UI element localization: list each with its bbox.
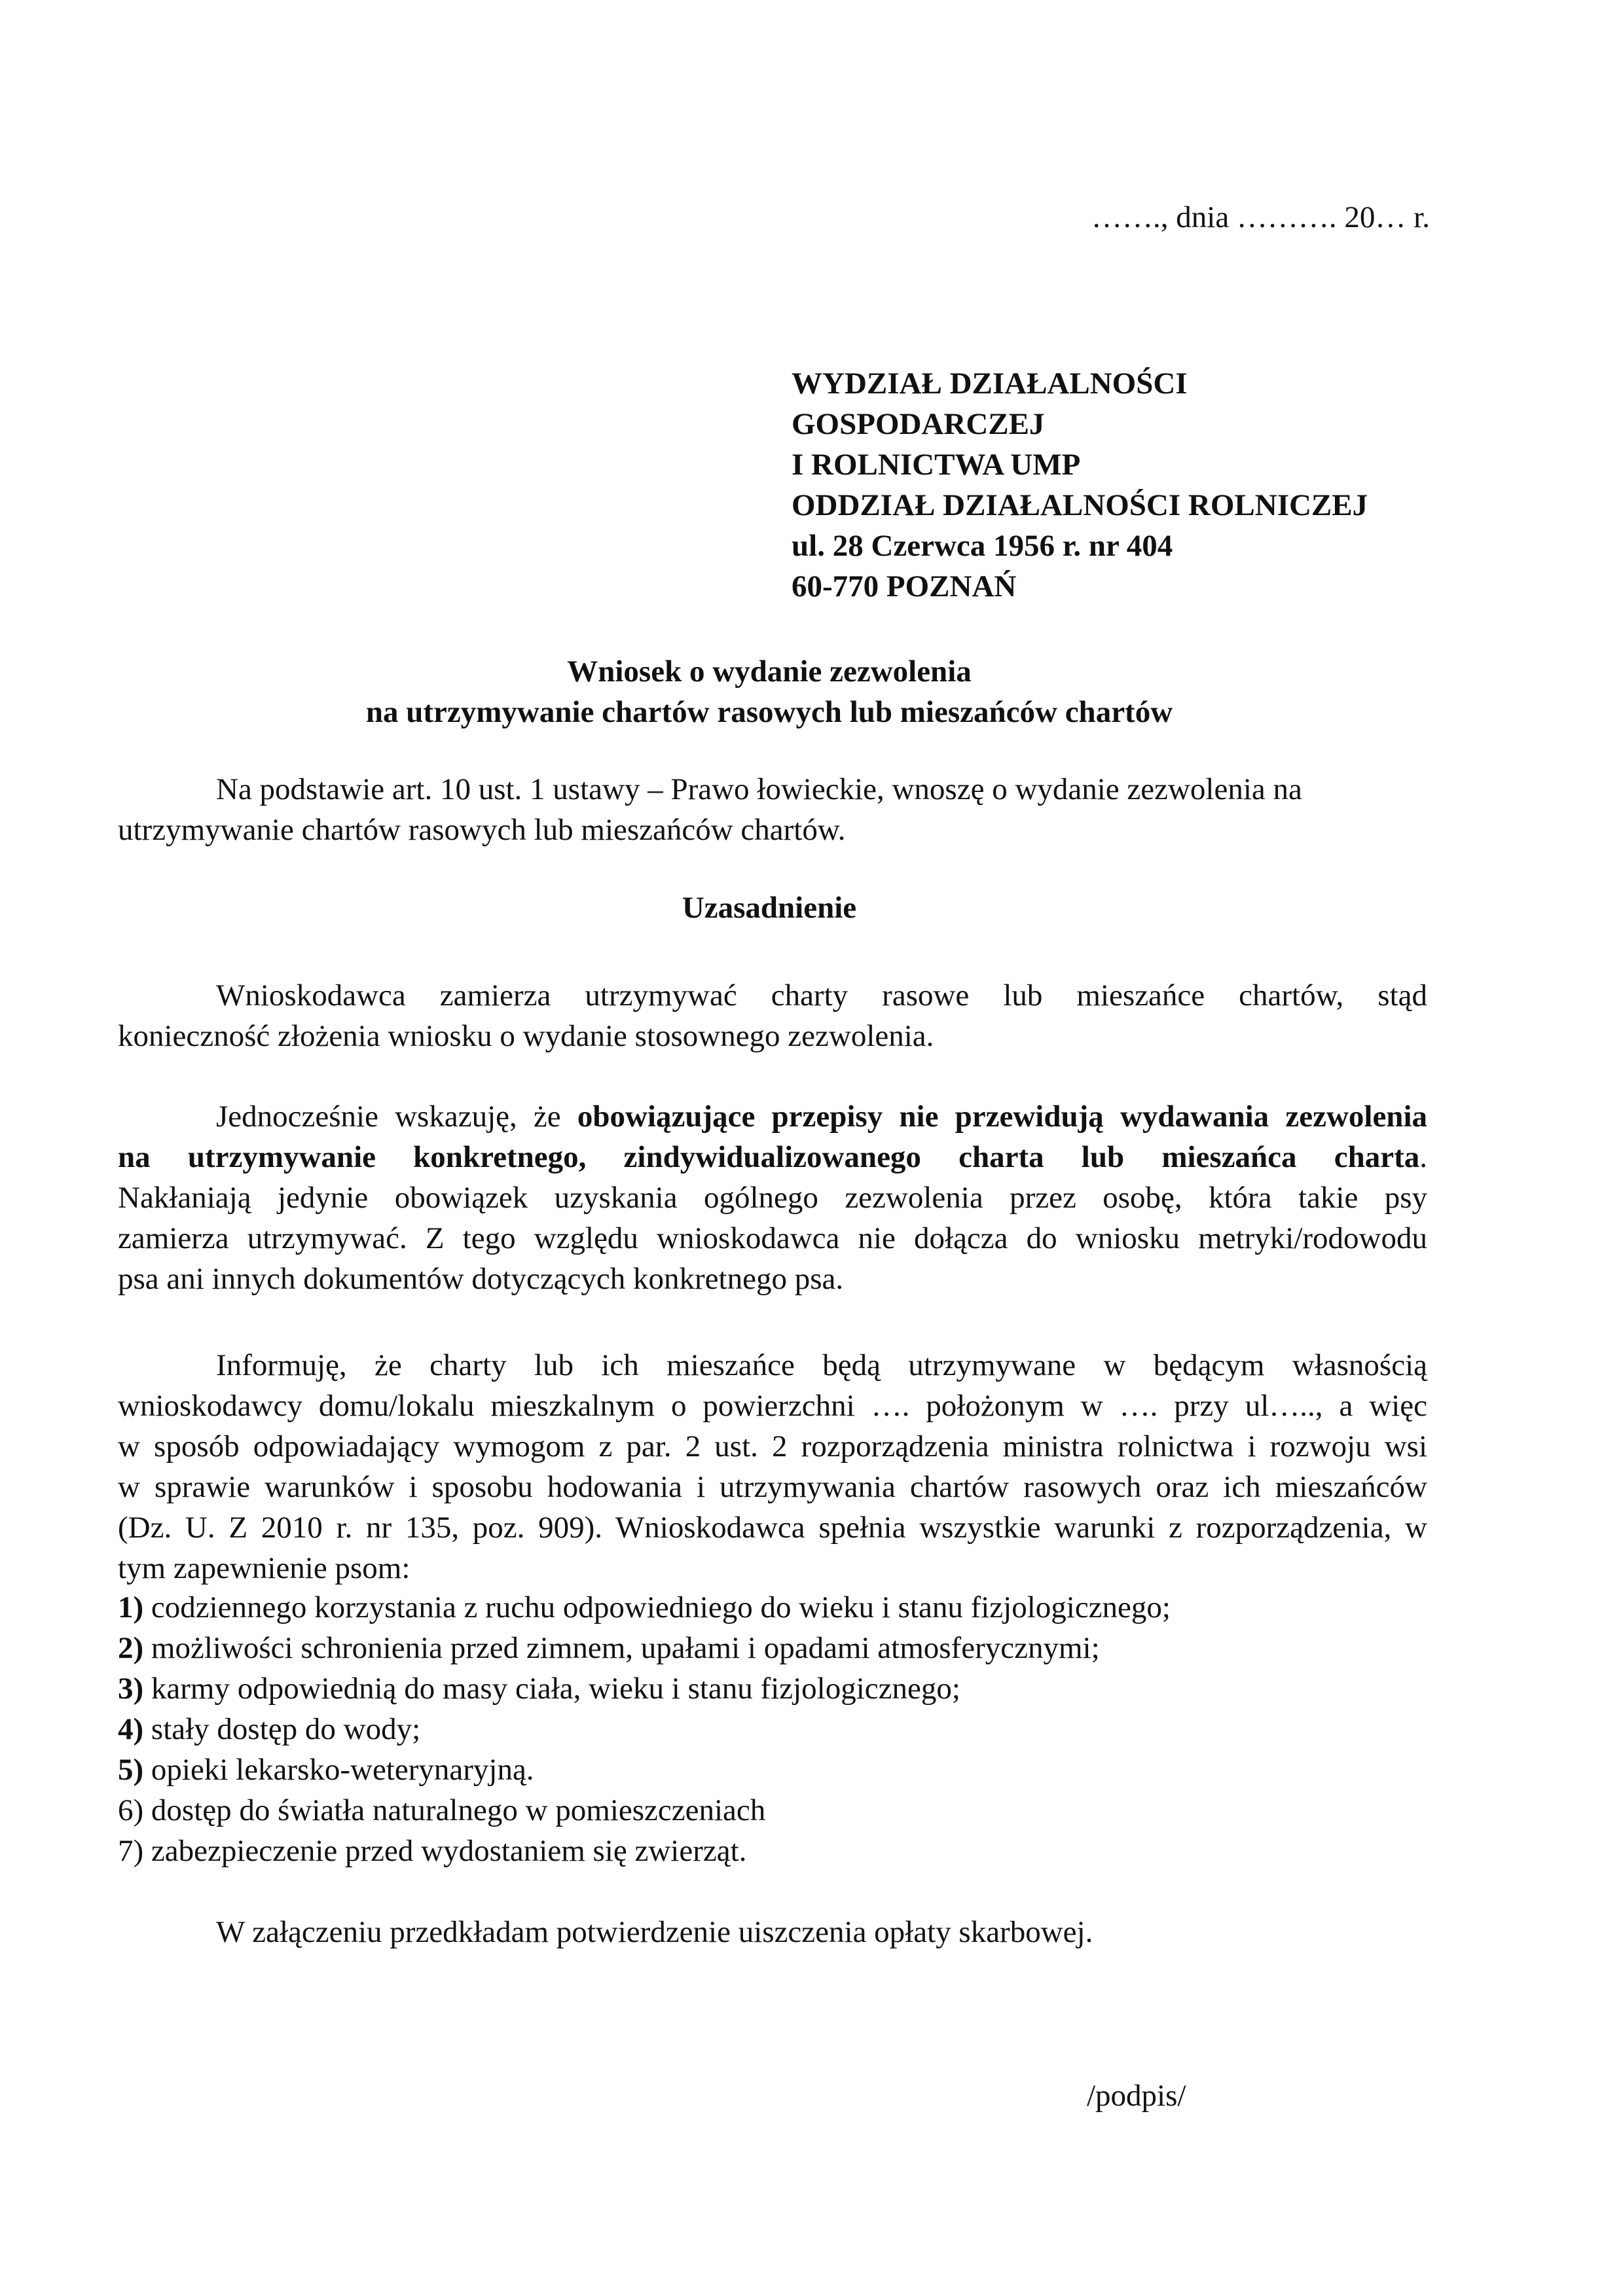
signature-placeholder: /podpis/ [1087,2079,1186,2113]
para2-line-3: Nakłaniają jedynie obowiązek uzyskania ogólnego zezwolenia przez osobę, która takie psy [118,1181,1427,1215]
para2-line-2-end: . [1419,1140,1427,1174]
list-item-number: 2) [118,1631,144,1665]
para3-line-1: Informuję, że charty lub ich mieszańce będą utrzymywane w będącym własnością [216,1348,1427,1382]
justification-paragraph-3 [118,1345,1427,1588]
intro-paragraph [118,769,1427,850]
list-item-number: 3) [118,1672,144,1706]
intro-line-2: utrzymywanie chartów rasowych lub mieszańców chartów. [118,813,846,847]
list-item-number: 5) [118,1753,144,1787]
list-item-number: 1) [118,1590,144,1624]
recipient-line: WYDZIAŁ DZIAŁALNOŚCI [792,367,1188,401]
justification-paragraph-2 [118,1096,1427,1299]
list-item-text: zabezpieczenie przed wydostaniem się zwierząt. [143,1834,747,1868]
list-item-text: karmy odpowiednią do masy ciała, wieku i stanu fizjologicznego; [143,1672,960,1706]
list-item-text: stały dostęp do wody; [143,1712,421,1746]
recipient-line: 60-770 POZNAŃ [792,569,1017,603]
para1-line-2: konieczność złożenia wniosku o wydanie stosownego zezwolenia. [118,1019,934,1053]
para2-line-2 [118,1137,1427,1177]
requirements-list [118,1587,1171,1871]
list-item-text: opieki lekarsko-weterynaryjną. [143,1753,534,1787]
title-line-1: Wniosek o wydanie zezwolenia [567,655,972,689]
list-item [118,1709,1171,1749]
para2-line-1 [118,1096,1427,1137]
para2-line-5: psa ani innych dokumentów dotyczących konkretnego psa. [118,1262,844,1296]
list-item-text: możliwości schronienia przed zimnem, upałami i opadami atmosferycznymi; [143,1631,1100,1665]
list-item [118,1749,1171,1790]
para2-line-2-bold: na utrzymywanie konkretnego, zindywidualizowanego charta lub mieszańca charta [118,1140,1420,1174]
list-item [118,1668,1171,1709]
recipient-address [792,363,1368,607]
document-title [0,651,1539,732]
list-item-text: dostęp do światła naturalnego w pomieszczeniach [143,1793,766,1827]
recipient-line: ODDZIAŁ DZIAŁALNOŚCI ROLNICZEJ [792,488,1368,522]
list-item-number: 6) [118,1793,144,1827]
list-item-number: 7) [118,1834,144,1868]
justification-paragraph-1 [118,975,1427,1056]
para3-line-6: tym zapewnienie psom: [118,1551,410,1585]
list-item [118,1831,1171,1871]
para2-line-1-bold: obowiązujące przepisy nie przewidują wydawania zezwolenia [577,1100,1427,1134]
para3-line-3: w sposób odpowiadający wymogom z par. 2 ust. 2 rozporządzenia ministra rolnictwa i rozwoju wsi [118,1429,1427,1463]
recipient-line: ul. 28 Czerwca 1956 r. nr 404 [792,529,1173,563]
list-item-number: 4) [118,1712,144,1746]
recipient-line: GOSPODARCZEJ [792,407,1045,441]
recipient-line: I ROLNICTWA UMP [792,448,1081,482]
list-item [118,1628,1171,1668]
list-item [118,1790,1171,1831]
para2-line-1-normal: Jednocześnie wskazuję, że [216,1100,577,1134]
para3-line-4: w sprawie warunków i sposobu hodowania i utrzymywania chartów rasowych oraz ich mieszańców [118,1470,1427,1504]
closing-paragraph: W załączeniu przedkładam potwierdzenie uiszczenia opłaty skarbowej. [216,1915,1093,1949]
intro-line-1: Na podstawie art. 10 ust. 1 ustawy – Prawo łowieckie, wnoszę o wydanie zezwolenia na [216,772,1302,806]
para3-line-2: wnioskodawcy domu/lokalu mieszkalnym o powierzchni …. położonym w …. przy ul….., a więc [118,1389,1427,1423]
para1-line-1: Wnioskodawca zamierza utrzymywać charty rasowe lub mieszańce chartów, stąd [216,978,1427,1013]
list-item-text: codziennego korzystania z ruchu odpowiedniego do wieku i stanu fizjologicznego; [143,1590,1171,1624]
para2-line-4: zamierza utrzymywać. Z tego względu wnioskodawca nie dołącza do wniosku metryki/rodowodu [118,1221,1427,1255]
para3-line-5: (Dz. U. Z 2010 r. nr 135, poz. 909). Wnioskodawca spełnia wszystkie warunki z rozporządzenia, w [118,1511,1427,1545]
justification-heading: Uzasadnienie [682,891,857,925]
date-line: ……., dnia ………. 20… r. [1091,200,1430,234]
title-line-2: na utrzymywanie chartów rasowych lub mieszańców chartów [365,695,1173,729]
list-item [118,1587,1171,1628]
